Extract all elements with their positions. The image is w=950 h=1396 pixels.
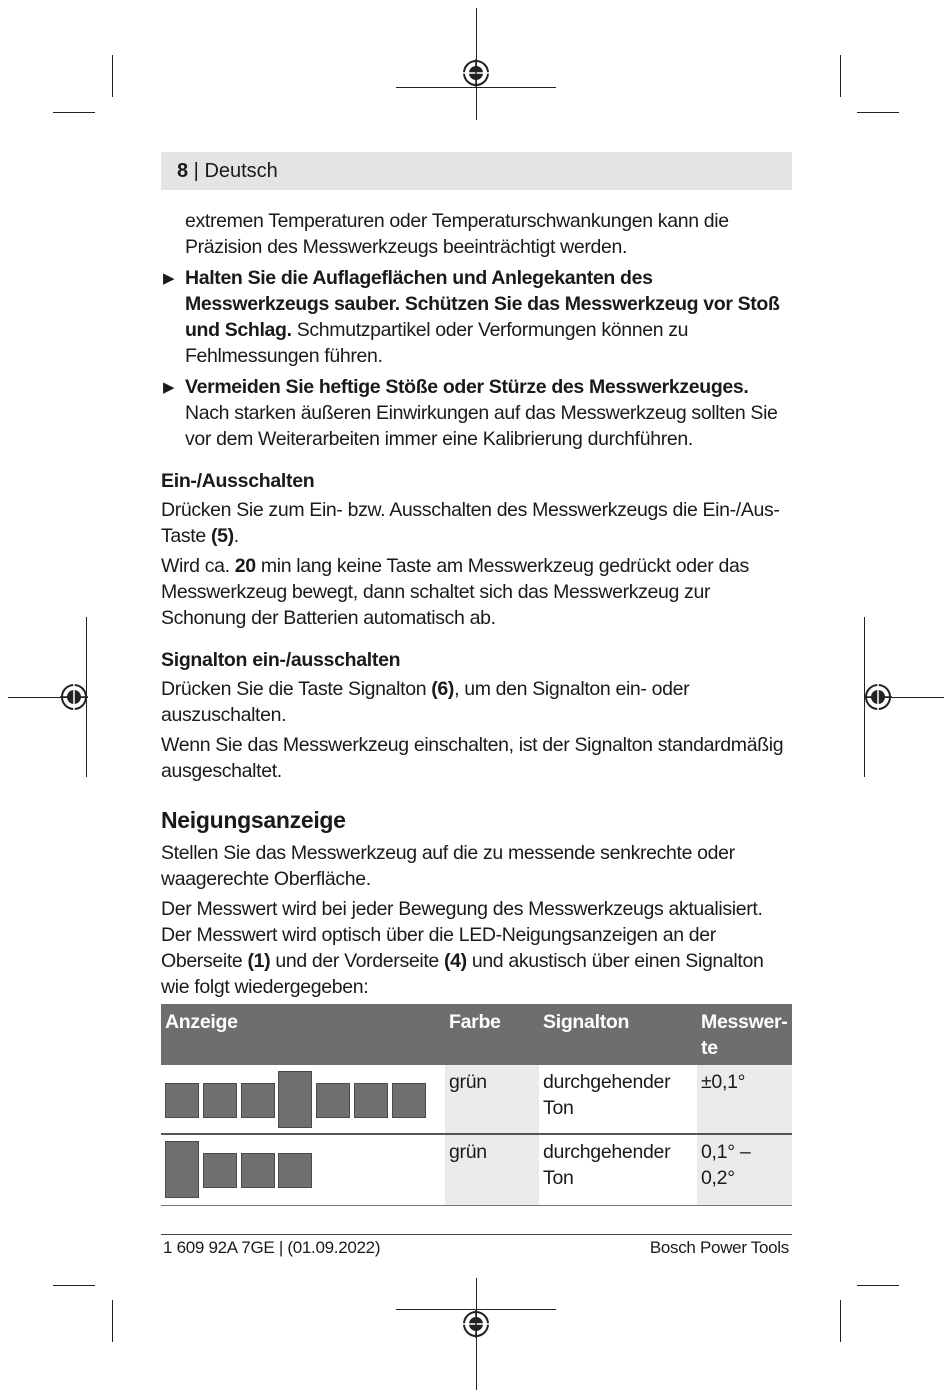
bullet-text: Schmutzpartikel oder Verformungen können zu Fehlmessungen führen.: [185, 319, 689, 367]
signal-cell: durchgehender Ton: [539, 1134, 697, 1206]
footer-document-id: 1 609 92A 7GE | (01.09.2022): [163, 1238, 381, 1257]
led-indicator-centered: [165, 1069, 441, 1127]
bullet-triangle-icon: ▶: [163, 379, 175, 396]
led-segment-active: [165, 1141, 199, 1198]
led-segment: [392, 1083, 426, 1118]
crop-mark: [840, 55, 841, 97]
auto-off-paragraph: Wird ca. 20 min lang keine Taste am Messwerkzeug gedrückt oder das Messwerkzeug bewegt, dann schaltet sich das Messwerkzeug zur Schonung der Batterien automatisch ab.: [161, 555, 749, 629]
crop-mark: [857, 1285, 899, 1286]
bullet-text: Nach starken äußeren Einwirkungen auf das Messwerkzeug sollten Sie vor dem Weiterarbeiten immer eine Kalibrierung durchführen.: [185, 402, 778, 450]
signal-default-paragraph: Wenn Sie das Messwerkzeug einschalten, ist der Signalton standardmäßig ausgeschaltet.: [161, 734, 784, 782]
led-segment: [316, 1083, 350, 1118]
bullet-triangle-icon: ▶: [163, 270, 175, 287]
crop-mark: [840, 1300, 841, 1342]
column-header: Signalton: [539, 1004, 697, 1065]
footer-brand: Bosch Power Tools: [649, 1238, 789, 1257]
led-segment: [354, 1083, 388, 1118]
value-cell: 0,1° – 0,2°: [697, 1134, 792, 1206]
crop-mark: [112, 1300, 113, 1342]
led-segment: [241, 1083, 275, 1118]
registration-target-icon: [462, 59, 490, 87]
registration-target-icon: [462, 1310, 490, 1338]
crop-mark: [53, 112, 95, 113]
crop-mark: [857, 112, 899, 113]
tilt-paragraph-2: Der Messwert wird bei jeder Bewegung des Messwerkzeugs aktualisiert. Der Messwert wird optisch über die LED-Neigungsanzeigen an der Oberseite (1) und der Vorderseite (4) und akustisch über einen Signalton wie folgt wiedergegeben:: [161, 898, 764, 998]
led-segment: [278, 1153, 312, 1188]
footer-divider: [161, 1234, 792, 1235]
main-content: [161, 208, 792, 1206]
page-header: 8 | Deutsch: [161, 152, 792, 190]
header-language: Deutsch: [204, 160, 278, 182]
tilt-indicator-table: [161, 1004, 792, 1206]
led-display-cell: [161, 1134, 445, 1206]
button-reference: (5): [210, 525, 234, 547]
bullet-bold-text: Halten Sie die Auflageflächen und Anlegekanten des Messwerkzeugs sauber. Schützen Sie das Messwerkzeug vor Stoß und Schlag.: [185, 267, 780, 341]
color-cell: grün: [445, 1134, 539, 1206]
bullet-bold-text: Vermeiden Sie heftige Stöße oder Stürze des Messwerkzeuges.: [185, 376, 749, 398]
part-reference: (4): [443, 950, 467, 972]
signal-cell: durchgehender Ton: [539, 1065, 697, 1134]
crop-mark: [112, 55, 113, 97]
led-segment: [241, 1153, 275, 1188]
registration-line: [396, 87, 556, 88]
table-row: [161, 1134, 792, 1206]
table-header-row: [161, 1004, 792, 1065]
led-display-cell: [161, 1065, 445, 1134]
tilt-paragraph-1: Stellen Sie das Messwerkzeug auf die zu messende senkrechte oder waagerechte Oberfläche.: [161, 842, 735, 890]
led-segment: [203, 1083, 237, 1118]
on-off-paragraph: Drücken Sie zum Ein- bzw. Ausschalten des Messwerkzeugs die Ein-/Aus-Taste (5).: [161, 499, 780, 547]
intro-text: extremen Temperaturen oder Temperaturschwankungen kann die Präzision des Messwerkzeugs beeinträchtigt werden.: [185, 210, 729, 258]
bullet-item: [161, 374, 792, 452]
led-segment: [203, 1153, 237, 1188]
heading-tilt: Neigungsanzeige: [161, 807, 346, 833]
signal-paragraph: Drücken Sie die Taste Signalton (6), um den Signalton ein- oder auszuschalten.: [161, 678, 690, 726]
registration-target-icon: [60, 683, 88, 711]
heading-signal: Signalton ein-/ausschalten: [161, 649, 401, 671]
page-number: 8: [177, 160, 189, 182]
column-header: Farbe: [445, 1004, 539, 1065]
led-segment-active: [278, 1071, 312, 1128]
led-indicator-left: [165, 1139, 441, 1197]
button-reference: (6): [431, 678, 455, 700]
registration-target-icon: [864, 683, 892, 711]
heading-on-off: Ein-/Ausschalten: [161, 470, 315, 492]
column-header: Anzeige: [161, 1004, 445, 1065]
led-segment: [165, 1083, 199, 1118]
column-header: Messwer-te: [697, 1004, 792, 1065]
part-reference: (1): [247, 950, 271, 972]
crop-mark: [53, 1285, 95, 1286]
auto-off-minutes: 20: [234, 555, 256, 577]
bullet-item: [161, 265, 792, 369]
value-cell: ±0,1°: [697, 1065, 792, 1134]
table-row: [161, 1065, 792, 1134]
color-cell: grün: [445, 1065, 539, 1134]
